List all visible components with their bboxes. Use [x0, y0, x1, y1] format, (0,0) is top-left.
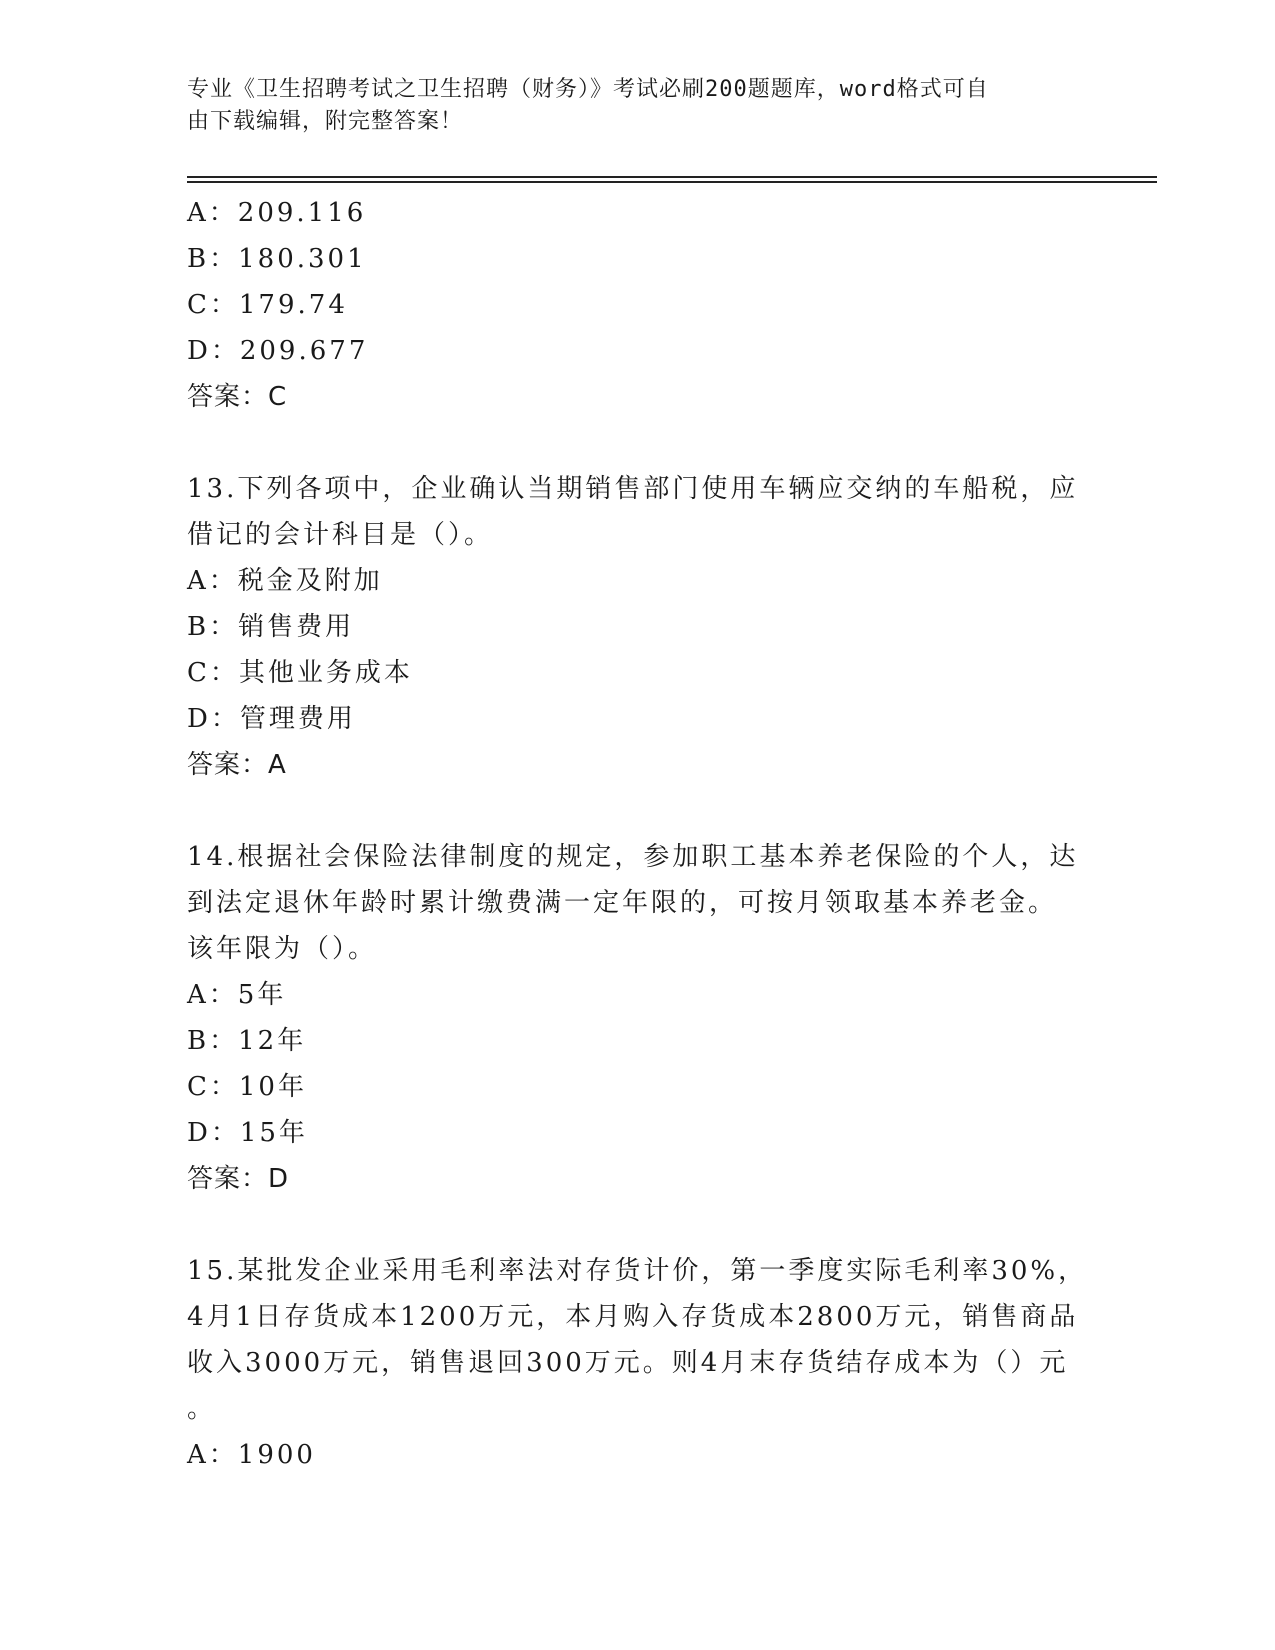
question-stem-line: 。 — [187, 1394, 217, 1424]
question-14 — [187, 834, 1087, 1202]
option-b: B：销售费用 — [187, 612, 355, 642]
question-stem-line: 15.某批发企业采用毛利率法对存货计价，第一季度实际毛利率30%， — [187, 1256, 1088, 1286]
header-line-1: 专业《卫生招聘考试之卫生招聘（财务）》考试必刷200题题库，word格式可自 — [187, 77, 989, 102]
question-15 — [187, 1248, 1087, 1478]
option-a: A：5年 — [187, 980, 287, 1010]
answer: 答案：C — [187, 382, 288, 412]
document-body — [187, 190, 1087, 1478]
option-d: D：15年 — [187, 1118, 308, 1148]
answer: 答案：A — [187, 750, 287, 780]
option-c: C：10年 — [187, 1072, 307, 1102]
question-stem-line: 收入3000万元，销售退回300万元。则4月末存货结存成本为（）元 — [187, 1348, 1069, 1378]
answer: 答案：D — [187, 1164, 290, 1194]
option-a: A：税金及附加 — [187, 566, 383, 596]
spacer — [187, 420, 1087, 466]
option-a: A：209.116 — [187, 198, 367, 228]
option-b: B：12年 — [187, 1026, 307, 1056]
option-a: A：1900 — [187, 1440, 316, 1470]
option-c: C：179.74 — [187, 290, 348, 320]
spacer — [187, 1202, 1087, 1248]
header-divider-bottom — [187, 181, 1157, 183]
document-header — [187, 74, 1067, 138]
header-line-2: 由下载编辑，附完整答案！ — [187, 109, 464, 134]
question-stem-line: 4月1日存货成本1200万元，本月购入存货成本2800万元，销售商品 — [187, 1302, 1079, 1332]
option-c: C：其他业务成本 — [187, 658, 413, 688]
question-stem-line: 14.根据社会保险法律制度的规定，参加职工基本养老保险的个人，达 — [187, 842, 1079, 872]
question-12 — [187, 190, 1087, 420]
question-13 — [187, 466, 1087, 788]
spacer — [187, 788, 1087, 834]
question-stem-line: 该年限为（）。 — [187, 934, 378, 964]
option-d: D：管理费用 — [187, 704, 356, 734]
option-b: B：180.301 — [187, 244, 367, 274]
option-d: D：209.677 — [187, 336, 369, 366]
question-stem-line: 借记的会计科目是（）。 — [187, 520, 494, 550]
question-stem-line: 到法定退休年龄时累计缴费满一定年限的，可按月领取基本养老金。 — [187, 888, 1058, 918]
question-stem-line: 13.下列各项中，企业确认当期销售部门使用车辆应交纳的车船税，应 — [187, 474, 1079, 504]
header-divider-top — [187, 176, 1157, 178]
